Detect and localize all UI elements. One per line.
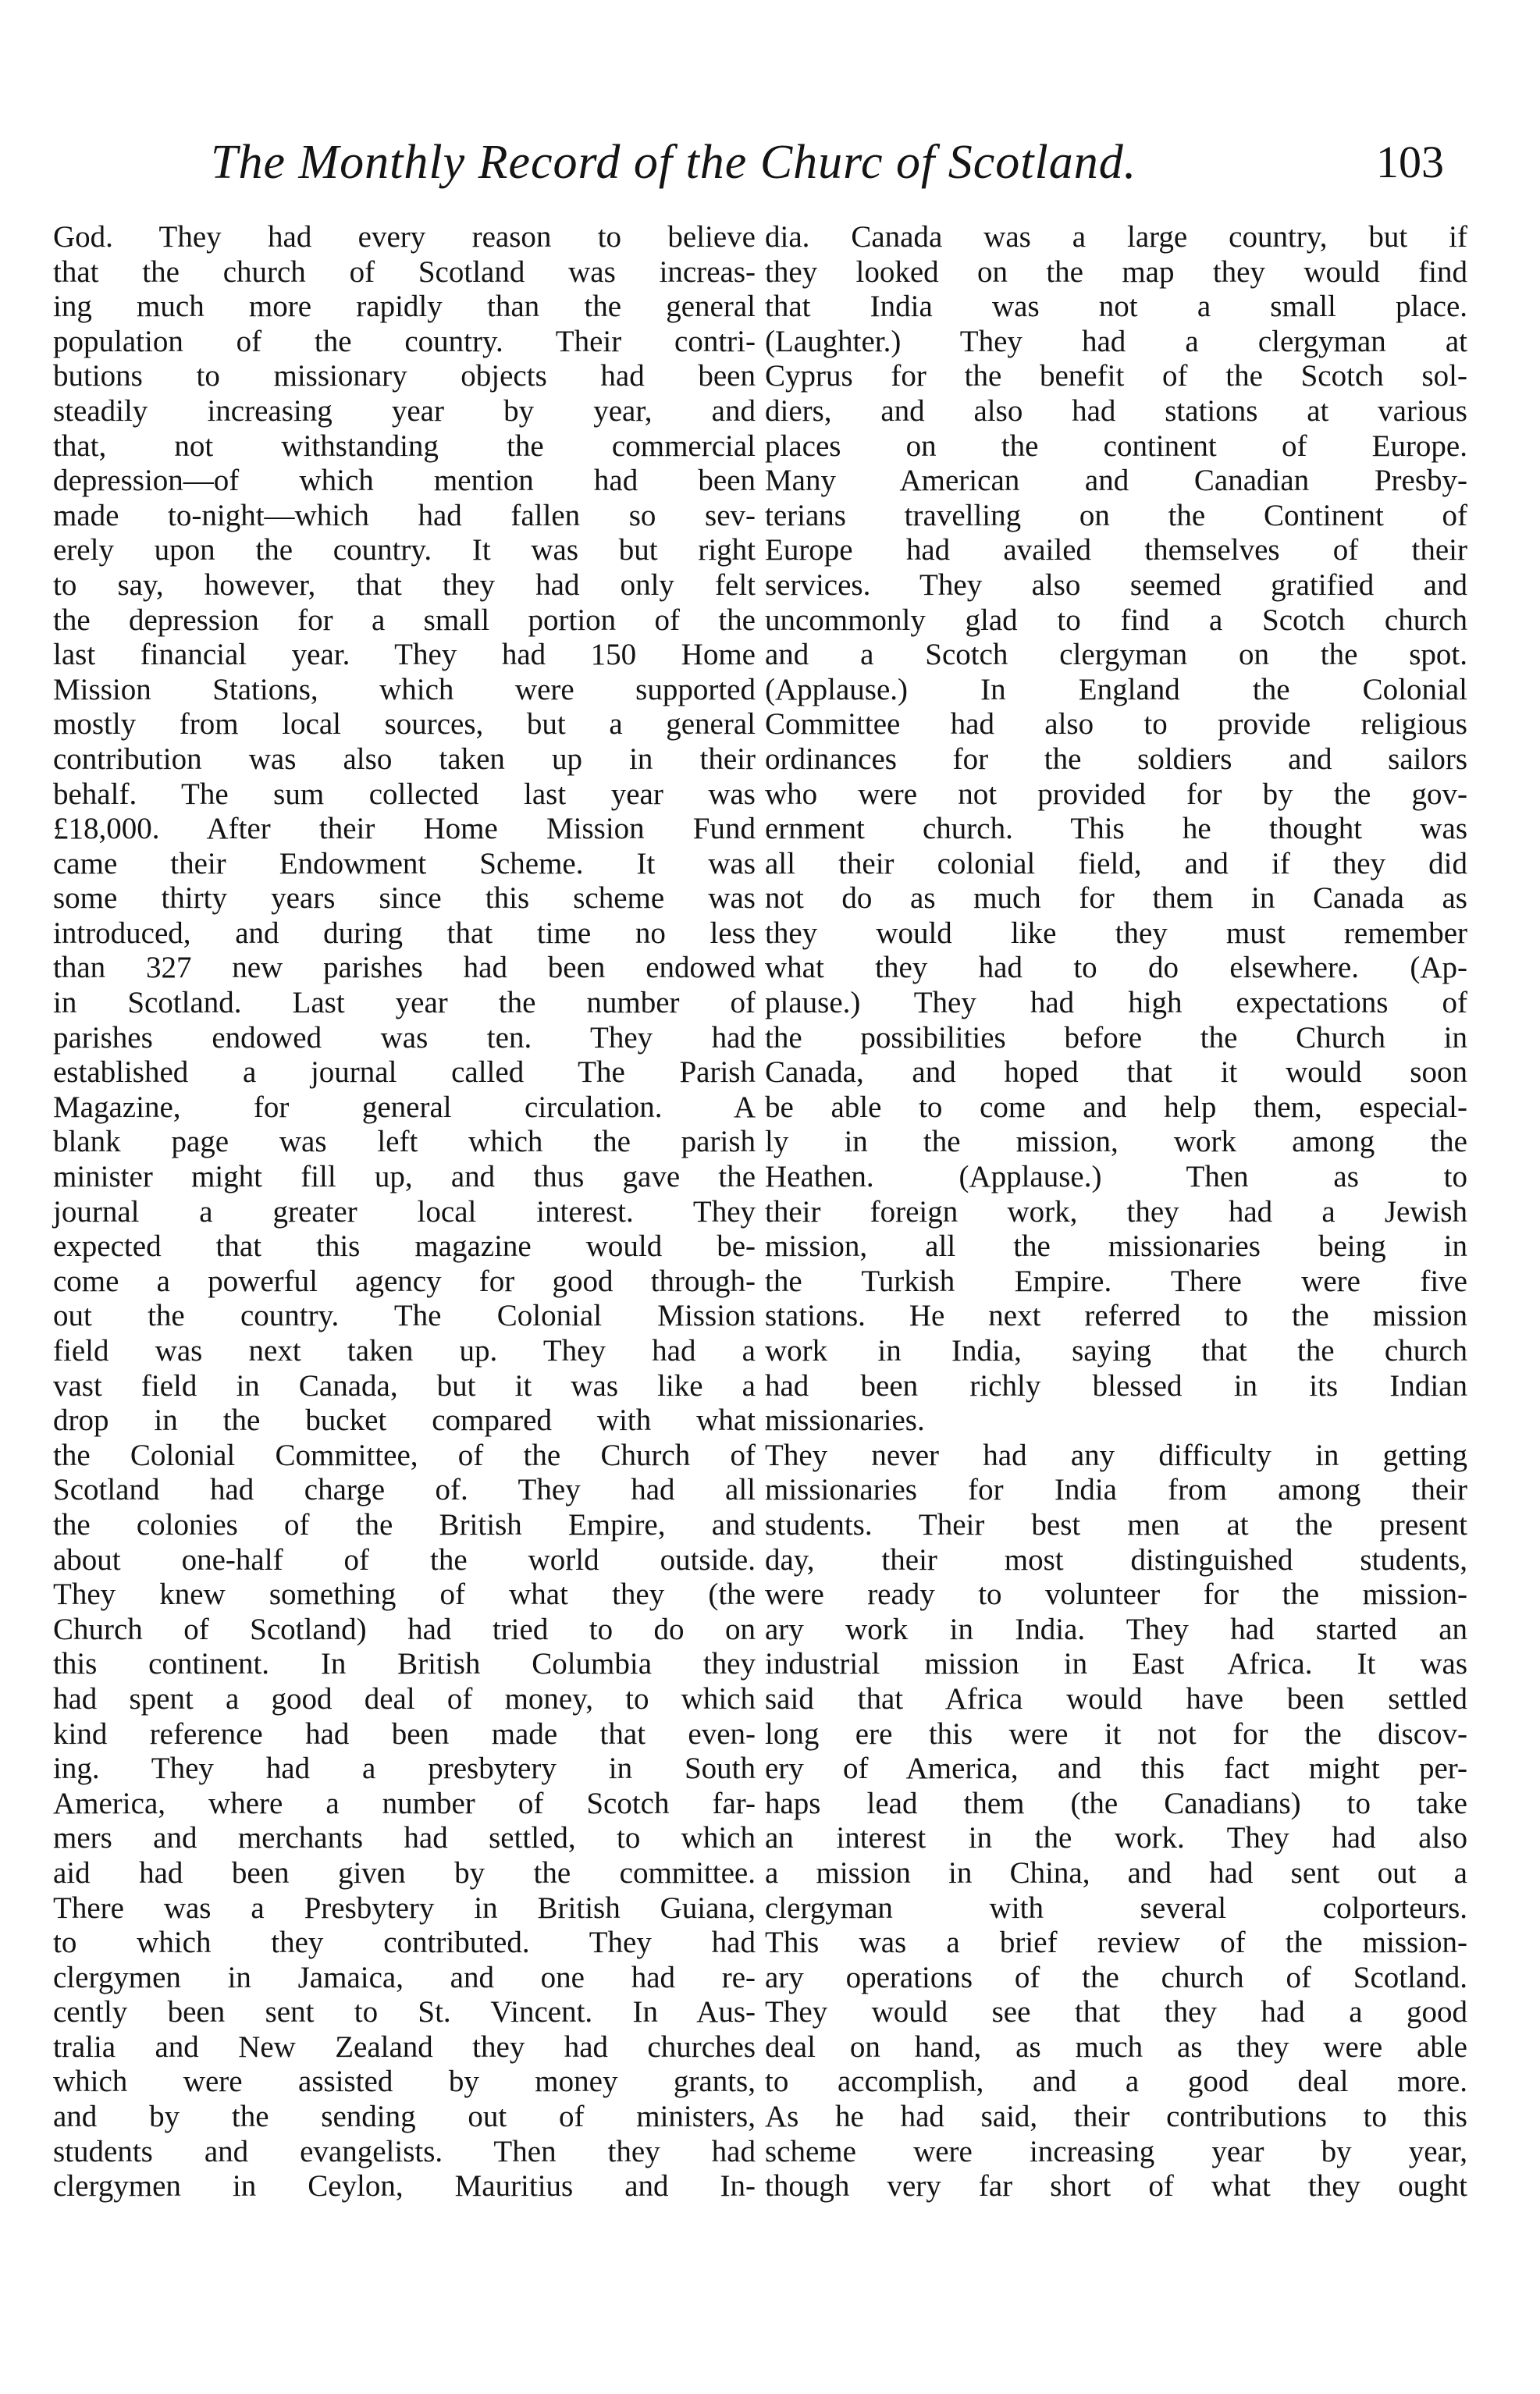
text-line: that India was not a small place.: [765, 290, 1467, 324]
text-line: day, their most distinguished students,: [765, 1542, 1467, 1577]
text-line: clergyman with several colporteurs.: [765, 1891, 1467, 1925]
text-line: behalf. The sum collected last year was: [53, 777, 756, 811]
text-line: mers and merchants had settled, to which: [53, 1821, 756, 1855]
text-line: mostly from local sources, but a general: [53, 707, 756, 742]
text-line: the colonies of the British Empire, and: [53, 1507, 756, 1542]
text-line: drop in the bucket compared with what: [53, 1403, 756, 1438]
text-line: some thirty years since this scheme was: [53, 881, 756, 916]
text-line: God. They had every reason to believe: [53, 220, 756, 254]
text-line: clergymen in Jamaica, and one had re-: [53, 1960, 756, 1994]
page-number: 103: [1376, 137, 1444, 187]
text-line: students. Their best men at the present: [765, 1507, 1467, 1542]
text-line: £18,000. After their Home Mission Fund: [53, 812, 756, 846]
text-line: ery of America, and this fact might per-: [765, 1752, 1467, 1786]
text-line: dia. Canada was a large country, but if: [765, 220, 1467, 254]
text-line: made to-night—which had fallen so sev-: [53, 498, 756, 532]
text-line: in Scotland. Last year the number of: [53, 986, 756, 1020]
text-line: plause.) They had high expectations of: [765, 986, 1467, 1020]
text-line: established a journal called The Parish: [53, 1055, 756, 1090]
text-line: all their colonial field, and if they did: [765, 846, 1467, 880]
text-line: Committee had also to provide religious: [765, 707, 1467, 742]
text-line: Canada, and hoped that it would soon: [765, 1055, 1467, 1090]
text-line: last financial year. They had 150 Home: [53, 638, 756, 672]
text-line: Scotland had charge of. They had all: [53, 1473, 756, 1507]
text-line: erely upon the country. It was but right: [53, 533, 756, 567]
text-line: They would see that they had a good: [765, 1995, 1467, 2029]
text-line: population of the country. Their contri-: [53, 324, 756, 358]
text-line: their foreign work, they had a Jewish: [765, 1194, 1467, 1229]
text-line: They knew something of what they (the: [53, 1578, 756, 1612]
text-line: which were assisted by money grants,: [53, 2065, 756, 2099]
text-line: diers, and also had stations at various: [765, 393, 1467, 428]
text-line: field was next taken up. They had a: [53, 1334, 756, 1368]
text-line: parishes endowed was ten. They had: [53, 1020, 756, 1055]
text-line: missionaries for India from among their: [765, 1473, 1467, 1507]
text-line: be able to come and help them, especial-: [765, 1090, 1467, 1124]
text-line: places on the continent of Europe.: [765, 429, 1467, 463]
left-column: [53, 220, 756, 2204]
text-line: Magazine, for general circulation. A: [53, 1090, 756, 1124]
text-line: As he had said, their contributions to this: [765, 2100, 1467, 2134]
text-line: and a Scotch clergyman on the spot.: [765, 638, 1467, 672]
text-line: to say, however, that they had only felt: [53, 567, 756, 602]
text-line: said that Africa would have been settled: [765, 1681, 1467, 1716]
text-line: about one-half of the world outside.: [53, 1542, 756, 1577]
text-line: that, not withstanding the commercial: [53, 429, 756, 463]
text-line: (Laughter.) They had a clergyman at: [765, 324, 1467, 358]
text-line: ly in the mission, work among the: [765, 1125, 1467, 1159]
text-line: out the country. The Colonial Mission: [53, 1299, 756, 1333]
text-line: this continent. In British Columbia they: [53, 1647, 756, 1681]
text-line: steadily increasing year by year, and: [53, 393, 756, 428]
text-line: Europe had availed themselves of their: [765, 533, 1467, 567]
text-line: to which they contributed. They had: [53, 1926, 756, 1960]
text-line: haps lead them (the Canadians) to take: [765, 1786, 1467, 1820]
text-line: work in India, saying that the church: [765, 1334, 1467, 1368]
text-line: uncommonly glad to find a Scotch church: [765, 603, 1467, 637]
text-line: they looked on the map they would find: [765, 254, 1467, 289]
text-line: Cyprus for the benefit of the Scotch sol-: [765, 359, 1467, 393]
text-line: ary operations of the church of Scotland.: [765, 1960, 1467, 1994]
text-line: minister might fill up, and thus gave the: [53, 1160, 756, 1194]
text-line: mission, all the missionaries being in: [765, 1229, 1467, 1264]
text-line: had spent a good deal of money, to which: [53, 1681, 756, 1716]
text-line: They never had any difficulty in getting: [765, 1438, 1467, 1472]
text-line: came their Endowment Scheme. It was: [53, 846, 756, 880]
text-line: butions to missionary objects had been: [53, 359, 756, 393]
text-line: Heathen. (Applause.) Then as to: [765, 1160, 1467, 1194]
text-line: blank page was left which the parish: [53, 1125, 756, 1159]
text-line: Mission Stations, which were supported: [53, 672, 756, 706]
text-line: students and evangelists. Then they had: [53, 2134, 756, 2168]
text-line: a mission in China, and had sent out a: [765, 1855, 1467, 1890]
text-line: vast field in Canada, but it was like a: [53, 1368, 756, 1403]
text-line: ary work in India. They had started an: [765, 1612, 1467, 1646]
page-header: [211, 131, 1444, 194]
text-line: ernment church. This he thought was: [765, 812, 1467, 846]
text-line: though very far short of what they ought: [765, 2169, 1467, 2204]
text-line: and by the sending out of ministers,: [53, 2100, 756, 2134]
text-line: services. They also seemed gratified and: [765, 567, 1467, 602]
text-line: journal a greater local interest. They: [53, 1194, 756, 1229]
text-line: expected that this magazine would be-: [53, 1229, 756, 1264]
text-line: long ere this were it not for the discov-: [765, 1716, 1467, 1751]
text-line: This was a brief review of the mission-: [765, 1926, 1467, 1960]
text-line: scheme were increasing year by year,: [765, 2134, 1467, 2168]
text-line: kind reference had been made that even-: [53, 1716, 756, 1751]
text-line: terians travelling on the Continent of: [765, 498, 1467, 532]
text-line: deal on hand, as much as they were able: [765, 2029, 1467, 2064]
text-line: that the church of Scotland was increas-: [53, 254, 756, 289]
text-line: (Applause.) In England the Colonial: [765, 672, 1467, 706]
text-line: clergymen in Ceylon, Mauritius and In-: [53, 2169, 756, 2204]
text-line: ing much more rapidly than the general: [53, 290, 756, 324]
text-line: who were not provided for by the gov-: [765, 777, 1467, 811]
text-line: the Turkish Empire. There were five: [765, 1264, 1467, 1298]
text-line: not do as much for them in Canada as: [765, 881, 1467, 916]
text-line: cently been sent to St. Vincent. In Aus-: [53, 1995, 756, 2029]
text-line: the Colonial Committee, of the Church of: [53, 1438, 756, 1472]
text-line: than 327 new parishes had been endowed: [53, 951, 756, 985]
text-line: ing. They had a presbytery in South: [53, 1752, 756, 1786]
text-line: an interest in the work. They had also: [765, 1821, 1467, 1855]
text-line: contribution was also taken up in their: [53, 742, 756, 776]
text-line: what they had to do elsewhere. (Ap-: [765, 951, 1467, 985]
text-line: to accomplish, and a good deal more.: [765, 2065, 1467, 2099]
text-line: tralia and New Zealand they had churches: [53, 2029, 756, 2064]
text-line: they would like they must remember: [765, 916, 1467, 950]
text-line: the depression for a small portion of the: [53, 603, 756, 637]
text-line: aid had been given by the committee.: [53, 1855, 756, 1890]
text-line: had been richly blessed in its Indian: [765, 1368, 1467, 1403]
text-line: There was a Presbytery in British Guiana,: [53, 1891, 756, 1925]
right-column: [765, 220, 1467, 2204]
text-line: America, where a number of Scotch far-: [53, 1786, 756, 1820]
text-line: introduced, and during that time no less: [53, 916, 756, 950]
text-line: come a powerful agency for good through-: [53, 1264, 756, 1298]
text-line: the possibilities before the Church in: [765, 1020, 1467, 1055]
text-line: were ready to volunteer for the mission-: [765, 1578, 1467, 1612]
running-title: The Monthly Record of the Churc of Scotland.: [211, 136, 1137, 189]
text-line: missionaries.: [765, 1403, 925, 1438]
text-line: industrial mission in East Africa. It was: [765, 1647, 1467, 1681]
text-line: depression—of which mention had been: [53, 464, 756, 498]
text-line: Church of Scotland) had tried to do on: [53, 1612, 756, 1646]
text-line: stations. He next referred to the mission: [765, 1299, 1467, 1333]
text-line: Many American and Canadian Presby-: [765, 464, 1467, 498]
text-line: ordinances for the soldiers and sailors: [765, 742, 1467, 776]
